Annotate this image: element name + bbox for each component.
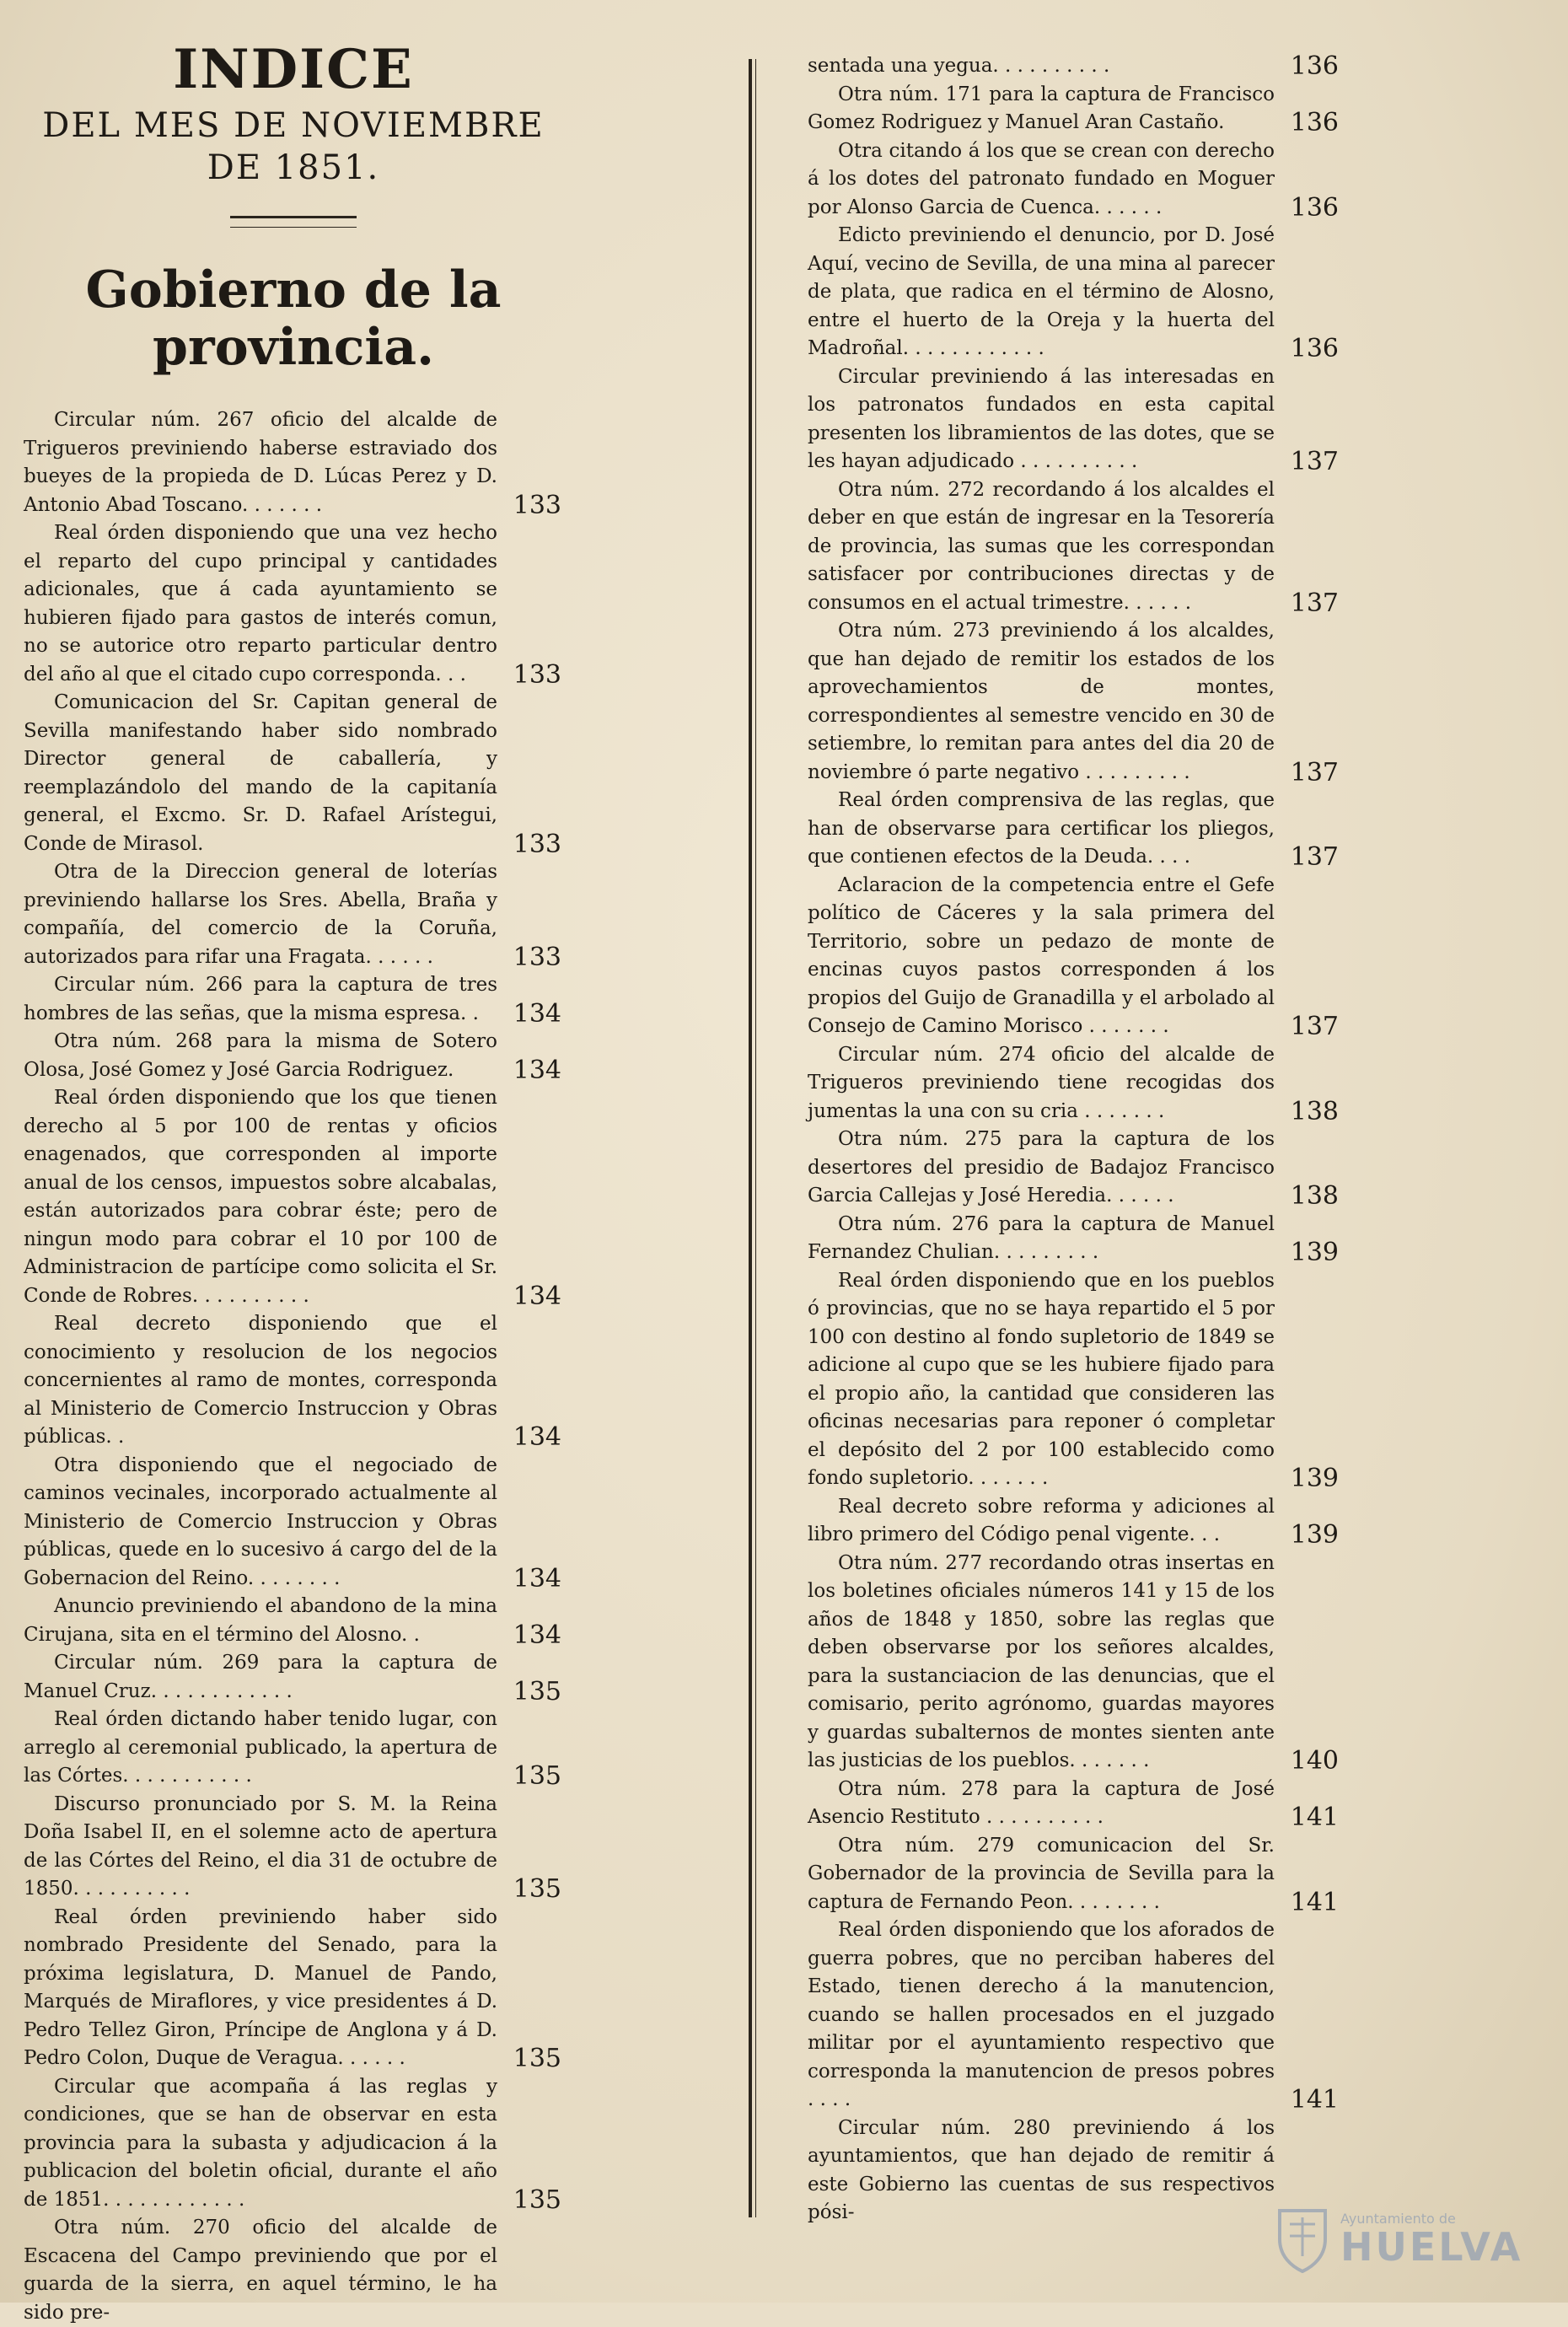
entry-text: Real órden disponiendo que los aforados de guerra pobres, que no perciban haberes del Estado, tienen derecho á la manutencion, cuando se hallen procesados en el juzgado militar por el ayuntamiento respectivo que corresponda la manutencion de presos pobres . . . . [808,1919,1275,2110]
index-entry [24,2214,563,2327]
entry-text: Otra disponiendo que el negociado de caminos vecinales, incorporado actualmente al Ministerio de Comercio Instruccion y Obras públicas, quede en lo sucesivo á cargo del de la Gobernacion del Reino. . . . . . . . [24,1454,497,1589]
index-entry [24,1649,563,1706]
index-entry [808,52,1340,81]
index-entry [24,1593,563,1649]
entry-text: Otra núm. 275 para la captura de los desertores del presidio de Badajoz Francisco Garcia Callejas y José Heredia. . . . . . [808,1128,1275,1206]
index-entry [24,1310,563,1452]
entry-text: Circular núm. 266 para la captura de tres hombres de las señas, que la misma espresa. . [24,974,497,1024]
entry-text: Otra núm. 278 para la captura de José Asencio Restituto . . . . . . . . . . [808,1777,1275,1828]
index-entry [24,971,563,1028]
entry-text: Otra citando á los que se crean con derecho á los dotes del patronato fundado en Moguer por Alonso Garcia de Cuenca. . . . . . [808,139,1275,218]
index-entry [24,1084,563,1310]
coat-of-arms-icon [1273,2206,1332,2273]
entry-text: Otra núm. 272 recordando á los alcaldes el deber en que están de ingresar en la Tesorería de provincia, las sumas que les correspondan satisfacer por contribuciones directas y de consumos en el actual trimestre. . . . . . [808,478,1275,614]
entry-page-number: 134 [513,1055,561,1085]
index-entry [808,2115,1340,2228]
index-entry [808,787,1340,872]
index-entry [24,858,563,971]
index-entry [24,1452,563,1593]
index-entry [808,476,1340,618]
entry-page-number: 134 [513,998,561,1029]
entry-page-number: 138 [1290,1181,1339,1211]
archive-watermark [1273,2201,1543,2277]
page-title: INDICE [173,38,414,101]
entry-text: Otra núm. 270 oficio del alcalde de Escacena del Campo previniendo que por el guarda de la sierra, en aquel término, le ha sido pre- [24,2217,497,2324]
entry-page-number: 139 [1290,1238,1339,1267]
index-entry [808,1776,1340,1832]
entry-page-number: 137 [1290,447,1339,476]
right-entry-list [808,52,1340,2228]
title-ornament-rule [230,216,357,228]
entry-text: Otra núm. 273 previniendo á los alcaldes, que han dejado de remitir los estados de los aprovechamientos de montes, correspondientes al semestre vencido en 30 de setiembre, lo remitan para antes del dia 20 de noviembre ó parte negativo . . . . . . . . . [808,620,1275,783]
index-entry [808,1211,1340,1267]
entry-page-number: 135 [513,1676,561,1706]
index-entry [24,2073,563,2215]
entry-page-number: 138 [1290,1096,1339,1126]
entry-text: Real decreto sobre reforma y adiciones al libro primero del Código penal vigente. . . [808,1495,1275,1545]
entry-text: Real órden disponiendo que una vez hecho el reparto del cupo principal y cantidades adicionales, que á cada ayuntamiento se hubieren fijado para gastos de interés comun, no se autorice otro reparto particular dentro del año al que el citado cupo corresponda. . . [24,522,497,685]
column-divider [749,59,752,2217]
entry-page-number: 139 [1290,1520,1339,1550]
entry-page-number: 137 [1290,588,1339,618]
entry-text: Otra núm. 268 para la misma de Sotero Olosa, José Gomez y José Garcia Rodriguez. [24,1030,497,1081]
index-entry [808,1550,1340,1776]
entry-text: Real órden disponiendo que los que tienen derecho al 5 por 100 de rentas y oficios enagenados, que corresponden al importe anual de los censos, impuestos sobre alcabalas, están autorizados para cobrar éste; pero de ningun modo para cobrar el 10 por 100 de Administracion de partícipe como solicita el Sr. Conde de Robres. . . . . . . . . . [24,1087,497,1307]
index-entry [808,137,1340,223]
entry-page-number: 133 [513,659,561,690]
entry-page-number: 134 [513,1422,561,1452]
entry-text: Otra núm. 276 para la captura de Manuel Fernandez Chulian. . . . . . . . . [808,1212,1275,1263]
entry-page-number: 136 [1290,108,1339,137]
section-heading: Gobierno de la provincia. [85,261,502,377]
entry-page-number: 135 [513,2044,561,2073]
entry-page-number: 141 [1290,1803,1339,1832]
entry-page-number: 136 [1290,334,1339,363]
entry-text: Circular núm. 274 oficio del alcalde de Trigueros previniendo tiene recogidas dos jumentas la una con su cria . . . . . . . [808,1043,1275,1122]
entry-text: Real órden disponiendo que en los pueblos ó provincias, que no se haya repartido el 5 por 100 con destino al fondo supletorio de 1849 se adicione al cupo que se les hubiere fijado para el propio año, la cantidad que consideren las oficinas necesarias para reponer ó completar el depósito del 2 por 100 establecido como fondo supletorio. . . . . . . [808,1269,1275,1489]
entry-text: Edicto previniendo el denuncio, por D. José Aquí, vecino de Sevilla, de una mina al parecer de plata, que radica en el término de Alosno, entre el huerto de la Oreja y la huerta del Madroñal. . . . . . . . . . . . [808,224,1275,359]
index-entry [808,1126,1340,1211]
entry-page-number: 137 [1290,842,1339,872]
entry-page-number: 136 [1290,51,1339,81]
entry-page-number: 133 [513,490,561,520]
entry-text: Otra núm. 279 comunicacion del Sr. Gobernador de la provincia de Sevilla para la captura de Fernando Peon. . . . . . . . [808,1834,1275,1913]
entry-text: Real decreto disponiendo que el conocimiento y resolucion de los negocios concernientes al ramo de montes, corresponda al Ministerio de Comercio Instruccion y Obras públicas. . [24,1313,497,1448]
entry-text: sentada una yegua. . . . . . . . . . [808,55,1110,77]
entry-text: Otra núm. 277 recordando otras insertas en los boletines oficiales números 141 y 15 de los años de 1848 y 1850, sobre las reglas que deben observarse por los señores alcaldes, para la sustanciacion de las denuncias, que el comisario, perito agrónomo, guardas mayores y guardas subalternos de montes sienten ante las justicias de los pueblos. . . . . . . [808,1551,1275,1771]
index-entry [24,519,563,689]
entry-text: Circular que acompaña á las reglas y condiciones, que se han de observar en esta provincia para la subasta y adjudicacion á la publicacion del boletin oficial, durante el año de 1851. . . . . . . . . . . . [24,2075,497,2211]
entry-page-number: 134 [513,1281,561,1311]
index-entry [808,872,1340,1041]
index-entry [24,406,563,519]
stamp-bottom-text: HUELVA [1340,2224,1523,2270]
entry-page-number: 139 [1290,1464,1339,1493]
entry-text: Discurso pronunciado por S. M. la Reina Doña Isabel II, en el solemne acto de apertura de las Córtes del Reino, el dia 31 de octubre de 1850. . . . . . . . . . [24,1792,497,1900]
index-entry [24,689,563,858]
index-entry [808,1041,1340,1126]
entry-page-number: 136 [1290,192,1339,223]
entry-text: Circular núm. 269 para la captura de Manuel Cruz. . . . . . . . . . . . [24,1652,497,1702]
index-entry [808,617,1340,787]
index-entry [24,1028,563,1084]
index-entry [808,1916,1340,2115]
entry-text: Circular núm. 280 previniendo á los ayuntamientos, que han dejado de remitir á este Gobierno las cuentas de sus respectivos pósi- [808,2116,1275,2223]
right-column [808,52,1340,2228]
entry-page-number: 137 [1290,1012,1339,1041]
entry-text: Real órden dictando haber tenido lugar, con arreglo al ceremonial publicado, la apertura de las Córtes. . . . . . . . . . . [24,1708,497,1787]
index-entry [808,1493,1340,1550]
entry-text: Otra núm. 171 para la captura de Francisco Gomez Rodriguez y Manuel Aran Castaño. [808,83,1275,133]
entry-page-number: 135 [513,1761,561,1791]
entry-text: Otra de la Direccion general de loterías previniendo hallarse los Sres. Abella, Braña y compañía, del comercio de la Coruña, autorizados para rifar una Fragata. . . . . . [24,861,497,968]
entry-page-number: 134 [513,1620,561,1650]
entry-text: Comunicacion del Sr. Capitan general de Sevilla manifestando haber sido nombrado Director general de caballería, y reemplazándolo del mando de la capitanía general, el Excmo. Sr. D. Rafael Arístegui, Conde de Mirasol. [24,691,497,855]
entry-text: Real órden comprensiva de las reglas, que han de observarse para certificar los pliegos, que contienen efectos de la Deuda. . . . [808,789,1275,868]
entry-page-number: 141 [1290,2085,1339,2115]
index-entry [808,1267,1340,1493]
column-divider-thin [755,59,756,2217]
index-entry [808,1832,1340,1917]
index-entry [808,363,1340,476]
entry-text: Circular núm. 267 oficio del alcalde de Trigueros previniendo haberse estraviado dos bueyes de la propieda de D. Lúcas Perez y D. Antonio Abad Toscano. . . . . . . [24,409,497,516]
index-entry [808,222,1340,363]
entry-page-number: 133 [513,829,561,859]
entry-page-number: 140 [1290,1746,1339,1776]
entry-page-number: 137 [1290,757,1339,787]
entry-text: Anuncio previniendo el abandono de la mina Cirujana, sita en el término del Alosno. . [24,1595,497,1646]
entry-text: Real órden previniendo haber sido nombrado Presidente del Senado, para la próxima legislatura, D. Manuel de Pando, Marqués de Miraflores, y vice presidentes á D. Pedro Tellez Giron, Príncipe de Anglona y á D. Pedro Colon, Duque de Veragua. . . . . . [24,1905,497,2069]
left-column [24,0,563,2327]
index-entry [808,81,1340,137]
index-entry [24,1791,563,1904]
entry-text: Circular previniendo á las interesadas en los patronatos fundados en esta capital presenten los libramientos de las dotes, que se les hayan adjudicado . . . . . . . . . . [808,365,1275,472]
index-entry [24,1706,563,1791]
page-subtitle: DEL MES DE NOVIEMBRE DE 1851. [42,106,545,187]
entry-page-number: 135 [513,2185,561,2215]
stamp-top-text: Ayuntamiento de [1340,2211,1456,2227]
left-entry-list [24,406,563,2327]
entry-page-number: 135 [513,1874,561,1904]
entry-text: Aclaracion de la competencia entre el Gefe político de Cáceres y la sala primera del Territorio, sobre un pedazo de monte de encinas cuyos pastos corresponden á los propios del Guijo de Granadilla y el arbolado al Consejo de Camino Morisco . . . . . . . [808,873,1275,1037]
entry-page-number: 133 [513,942,561,972]
index-entry [24,1904,563,2073]
entry-page-number: 134 [513,1563,561,1593]
entry-page-number: 141 [1290,1887,1339,1917]
